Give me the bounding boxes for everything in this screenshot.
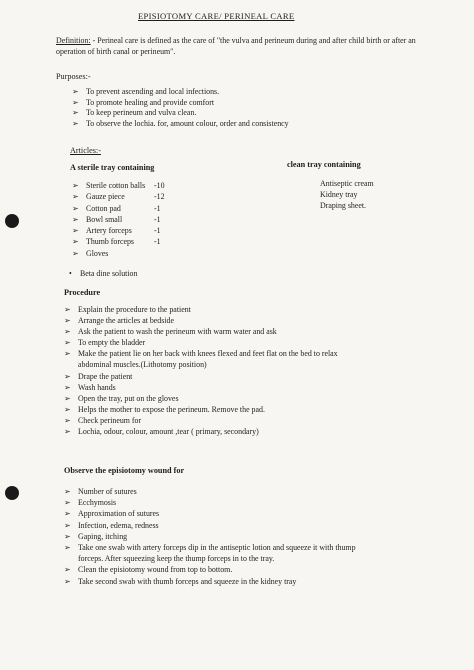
list-item: Kidney tray [320, 190, 358, 200]
sterile-tray-heading: A sterile tray containing [70, 163, 155, 172]
list-item: ➢ To promote healing and provide comfort [72, 98, 289, 109]
list-item: ➢ To observe the lochia. for, amount colour, order and consistency [72, 119, 289, 130]
procedure-heading: Procedure [64, 288, 101, 297]
definition [56, 36, 436, 57]
list-item: ➢ Bowl small -1 [72, 214, 242, 225]
list-item: ➢ Make the patient lie on her back with knees flexed and feet flat on the bed to relax [64, 348, 338, 359]
list-item: Draping sheet. [320, 201, 367, 211]
list-item: ➢ Number of sutures [64, 486, 356, 497]
observe-list [64, 486, 356, 587]
sterile-tray-extras [66, 268, 137, 279]
list-item: ➢ Gauze piece -12 [72, 191, 242, 202]
list-item: ➢ Gaping, itching [64, 531, 356, 542]
punch-hole-top [5, 214, 19, 228]
list-item: ➢ Helps the mother to expose the perineum. Remove the pad. [64, 404, 338, 415]
list-item: ➢ Arrange the articles at bedside [64, 315, 338, 326]
list-item: ➢ Wash hands [64, 382, 338, 393]
list-item: ➢ Approximation of sutures [64, 508, 356, 519]
clean-tray-heading: clean tray containing [287, 160, 361, 169]
observe-heading: Observe the episiotomy wound for [64, 466, 185, 475]
list-item: ➢ To prevent ascending and local infections. [72, 87, 289, 98]
list-item: ➢ Artery forceps -1 [72, 225, 242, 236]
list-item-continuation: forceps. After squeezing keep the thump forceps in to the tray. [78, 554, 275, 564]
procedure-list [64, 304, 338, 437]
list-item: ➢ To empty the bladder [64, 337, 338, 348]
list-item: ➢ Gloves [72, 248, 242, 259]
list-item-continuation: abdominal muscles.(Lithotomy position) [78, 360, 207, 370]
purposes-heading: Purposes:- [56, 72, 91, 81]
definition-label: Definition: [56, 36, 91, 45]
list-item: ➢ Ask the patient to wash the perineum with warm water and ask [64, 326, 338, 337]
document-title: EPISIOTOMY CARE/ PERINEAL CARE [138, 11, 295, 21]
list-item: ➢ Thumb forceps -1 [72, 236, 242, 247]
list-item: ➢ Check perineum for [64, 415, 338, 426]
list-item: ➢ Take one swab with artery forceps dip in the antiseptic lotion and squeeze it with thump [64, 542, 356, 553]
list-item: ➢ To keep perineum and vulva clean. [72, 108, 289, 119]
purposes-list [72, 87, 289, 129]
list-item: • Beta dine solution [66, 268, 137, 279]
definition-text: - Perineal care is defined as the care of "the vulva and perineum during and after child birth or after an operation of birth canal or perineum". [56, 36, 416, 56]
list-item: ➢ Infection, edema, redness [64, 520, 356, 531]
punch-hole-bottom [5, 486, 19, 500]
list-item: Antiseptic cream [320, 179, 374, 188]
list-item: ➢ Cotton pad -1 [72, 203, 242, 214]
articles-heading: Articles:- [70, 146, 101, 155]
list-item: ➢ Open the tray, put on the gloves [64, 393, 338, 404]
list-item: ➢ Take second swab with thumb forceps and squeeze in the kidney tray [64, 576, 356, 587]
list-item: ➢ Sterile cotton balls -10 [72, 180, 242, 191]
clean-tray-list [320, 178, 374, 212]
sterile-tray-list [72, 180, 242, 259]
list-item: ➢ Explain the procedure to the patient [64, 304, 338, 315]
list-item: ➢ Ecchymosis [64, 497, 356, 508]
list-item: ➢ Lochia, odour, colour, amount ,tear ( primary, secondary) [64, 426, 338, 437]
list-item: ➢ Clean the episiotomy wound from top to bottom. [64, 564, 356, 575]
list-item: ➢ Drape the patient [64, 371, 338, 382]
